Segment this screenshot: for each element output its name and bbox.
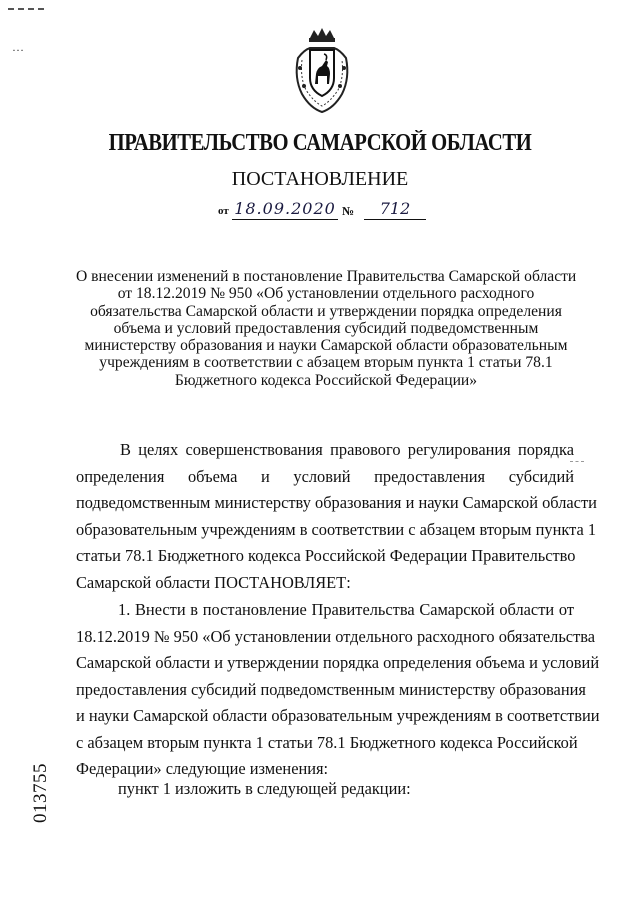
paragraph-line: и науки Самарской области образовательным учреждениям в соответствии xyxy=(76,706,600,725)
coat-of-arms-emblem xyxy=(290,28,354,114)
subject-line: О внесении изменений в постановление Правительства Самарской области xyxy=(76,268,577,285)
paragraph-line: подведомственным министерству образования и науки Самарской области xyxy=(76,493,597,512)
registration-number-text: 013755 xyxy=(30,763,51,823)
date-number-line xyxy=(218,199,438,223)
scan-speck: … xyxy=(12,40,24,54)
paragraph-line: образовательным учреждениям в соответствии с абзацем вторым пункта 1 xyxy=(76,519,597,539)
preamble-paragraph xyxy=(76,437,597,596)
scan-dash xyxy=(570,461,584,462)
scan-mark xyxy=(8,8,44,12)
paragraph-line: с абзацем вторым пункта 1 статьи 78.1 Бюджетного кодекса Российской xyxy=(76,732,578,752)
side-registration-number xyxy=(27,763,55,823)
number-prefix: № xyxy=(342,204,355,218)
paragraph-line: определения объема и условий предоставления субсидий xyxy=(76,466,574,486)
paragraph-line: пункт 1 изложить в следующей редакции: xyxy=(118,779,411,798)
date-value: 18.09.2020 xyxy=(232,199,338,220)
government-title: ПРАВИТЕЛЬСТВО САМАРСКОЙ ОБЛАСТИ xyxy=(108,130,532,156)
paragraph-line: 18.12.2019 № 950 «Об установлении отдельного расходного обязательства xyxy=(76,626,596,646)
paragraph-line: Самарской области и утверждении порядка определения объема и условий xyxy=(76,653,600,672)
subject-line: объема и условий предоставления субсидий подведомственным xyxy=(113,319,539,337)
subject-line: учреждениям в соответствии с абзацем вторым пункта 1 статьи 78.1 xyxy=(99,354,553,372)
paragraph-line: предоставления субсидий подведомственным министерству образования xyxy=(76,679,586,699)
paragraph-line: В целях совершенствования правового регулирования порядка xyxy=(120,440,574,459)
item-1-paragraph xyxy=(76,597,600,783)
number-value: 712 xyxy=(364,199,426,220)
document-type: ПОСТАНОВЛЕНИЕ xyxy=(231,168,409,190)
paragraph-line: 1. Внести в постановление Правительства Самарской области от xyxy=(118,600,574,619)
paragraph-line: Федерации» следующие изменения: xyxy=(76,759,329,778)
subject-line: Бюджетного кодекса Российской Федерации» xyxy=(174,371,478,389)
subject-line: министерству образования и науки Самарской области образовательным xyxy=(84,337,568,355)
paragraph-line: статьи 78.1 Бюджетного кодекса Российской Федерации Правительство xyxy=(76,546,576,565)
subject-line: обязательства Самарской области и утверждении порядка определения xyxy=(90,302,562,320)
paragraph-line: Самарской области ПОСТАНОВЛЯЕТ: xyxy=(76,572,351,592)
subitem-paragraph xyxy=(118,776,518,803)
subject-title xyxy=(76,268,576,389)
date-prefix: от xyxy=(218,205,229,217)
subject-line: от 18.12.2019 № 950 «Об установлении отдельного расходного xyxy=(117,285,535,303)
